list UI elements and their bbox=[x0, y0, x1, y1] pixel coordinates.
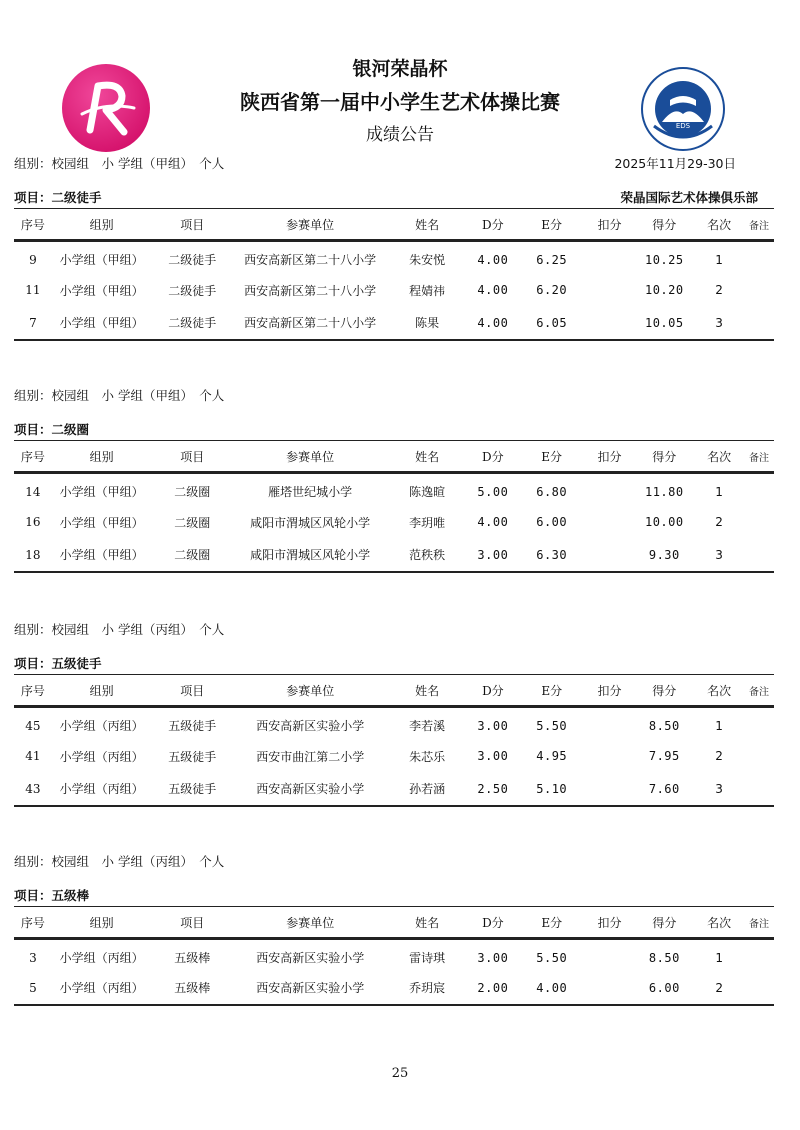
cell-event: 二级圈 bbox=[151, 539, 233, 572]
cell-unit: 西安市曲江第二小学 bbox=[256, 749, 365, 764]
column-header: 名次 bbox=[694, 675, 744, 707]
column-header: 备注 bbox=[744, 675, 774, 707]
column-header: D分 bbox=[467, 209, 519, 241]
column-header: 名次 bbox=[694, 907, 744, 939]
cell-d: 3.00 bbox=[467, 539, 519, 572]
cell-e: 4.00 bbox=[519, 972, 585, 1005]
column-header: 组别 bbox=[52, 907, 152, 939]
column-header: 项目 bbox=[151, 675, 233, 707]
cell-ded bbox=[585, 307, 635, 340]
cell-rank: 1 bbox=[715, 484, 723, 499]
cell-note bbox=[744, 506, 774, 539]
cell-score: 10.20 bbox=[644, 283, 684, 297]
cell-event: 五级徒手 bbox=[168, 749, 217, 764]
cell-group: 小学组（甲组） bbox=[52, 307, 152, 340]
column-header: 组别 bbox=[52, 675, 152, 707]
cell-score: 9.30 bbox=[634, 539, 694, 572]
table-row bbox=[14, 274, 774, 307]
cell-ded bbox=[585, 707, 635, 740]
cell-name: 陈果 bbox=[387, 307, 467, 340]
column-header: E分 bbox=[519, 907, 585, 939]
cell-e: 5.10 bbox=[519, 773, 585, 806]
cell-score: 11.80 bbox=[644, 484, 684, 499]
column-header: 项目 bbox=[151, 907, 233, 939]
cell-ded bbox=[585, 506, 635, 539]
event-cup-title: 银河荣晶杯 bbox=[352, 58, 448, 80]
item-label: 项目：五级棒 bbox=[14, 888, 90, 903]
cell-event: 五级徒手 bbox=[168, 719, 217, 734]
cell-unit: 西安高新区实验小学 bbox=[256, 719, 365, 734]
group-line bbox=[14, 154, 774, 174]
column-header: D分 bbox=[467, 675, 519, 707]
cell-name: 乔玥宸 bbox=[387, 972, 467, 1005]
cell-d: 4.00 bbox=[477, 283, 509, 297]
column-header: 扣分 bbox=[585, 907, 635, 939]
column-header: 姓名 bbox=[387, 209, 467, 241]
column-header: 名次 bbox=[694, 209, 744, 241]
cell-no: 14 bbox=[25, 484, 41, 499]
cell-no: 18 bbox=[14, 539, 52, 572]
column-header: 项目 bbox=[151, 441, 233, 473]
column-header: D分 bbox=[467, 907, 519, 939]
cell-event: 二级圈 bbox=[174, 515, 211, 530]
cell-unit: 咸阳市渭城区风轮小学 bbox=[233, 539, 387, 572]
cell-name: 孙若涵 bbox=[387, 773, 467, 806]
column-header: 扣分 bbox=[585, 675, 635, 707]
group-label: 组别：校园组 小 学组（甲组） 个人 bbox=[14, 388, 225, 403]
column-header: 扣分 bbox=[585, 441, 635, 473]
cell-unit: 西安高新区实验小学 bbox=[233, 773, 387, 806]
column-header: E分 bbox=[519, 675, 585, 707]
cell-rank: 1 bbox=[715, 950, 723, 965]
cell-ded bbox=[585, 972, 635, 1005]
cell-name: 雷诗琪 bbox=[409, 951, 446, 966]
cell-score: 8.50 bbox=[648, 950, 680, 965]
column-header: 组别 bbox=[52, 441, 152, 473]
cell-event: 五级棒 bbox=[174, 951, 211, 966]
cell-group: 小学组（甲组） bbox=[59, 485, 144, 500]
column-header: 参赛单位 bbox=[233, 441, 387, 473]
column-header: 扣分 bbox=[585, 209, 635, 241]
cell-unit: 西安高新区实验小学 bbox=[256, 951, 365, 966]
cell-group: 小学组（丙组） bbox=[52, 773, 152, 806]
cell-rank: 2 bbox=[694, 972, 744, 1005]
cell-score: 7.95 bbox=[648, 749, 680, 763]
cell-score: 7.60 bbox=[634, 773, 694, 806]
group-label: 组别：校园组 小 学组（丙组） 个人 bbox=[14, 622, 225, 637]
cell-no: 7 bbox=[14, 307, 52, 340]
cell-note bbox=[744, 972, 774, 1005]
column-header: 项目 bbox=[151, 209, 233, 241]
cell-unit: 西安高新区第二十八小学 bbox=[244, 283, 377, 298]
item-label: 项目：二级徒手 bbox=[14, 190, 102, 205]
column-header: 备注 bbox=[744, 441, 774, 473]
page-number: 25 bbox=[391, 1066, 409, 1081]
cell-note bbox=[744, 539, 774, 572]
cell-e: 6.20 bbox=[536, 283, 568, 297]
cell-rank: 1 bbox=[715, 718, 723, 733]
column-header: 参赛单位 bbox=[233, 209, 387, 241]
cell-d: 4.00 bbox=[477, 515, 509, 529]
cell-no: 11 bbox=[25, 283, 41, 297]
cell-score: 6.00 bbox=[634, 972, 694, 1005]
column-header: 名次 bbox=[694, 441, 744, 473]
cell-ded bbox=[585, 740, 635, 773]
cell-d: 3.00 bbox=[477, 950, 509, 965]
table-row bbox=[14, 539, 774, 572]
cell-name: 陈逸暄 bbox=[409, 485, 446, 500]
cell-event: 二级徒手 bbox=[151, 307, 233, 340]
cell-no: 5 bbox=[14, 972, 52, 1005]
cell-name: 朱芯乐 bbox=[409, 749, 446, 764]
column-header: E分 bbox=[519, 209, 585, 241]
cell-note bbox=[744, 307, 774, 340]
cell-note bbox=[744, 740, 774, 773]
table-row bbox=[14, 740, 774, 773]
results-table bbox=[14, 208, 774, 341]
cell-rank: 1 bbox=[715, 252, 723, 267]
cell-ded bbox=[585, 773, 635, 806]
cell-name: 朱安悦 bbox=[409, 253, 446, 268]
table-row bbox=[14, 241, 774, 274]
column-header: 姓名 bbox=[387, 675, 467, 707]
table-header-row bbox=[14, 675, 774, 707]
cell-d: 5.00 bbox=[477, 484, 509, 499]
cell-group: 小学组（甲组） bbox=[52, 539, 152, 572]
results-announcement-title: 成绩公告 bbox=[366, 125, 434, 145]
cell-name: 范秩秩 bbox=[387, 539, 467, 572]
results-table bbox=[14, 440, 774, 573]
cell-group: 小学组（丙组） bbox=[59, 749, 144, 764]
item-line bbox=[14, 654, 774, 674]
cell-d: 4.00 bbox=[467, 307, 519, 340]
cell-rank: 3 bbox=[694, 773, 744, 806]
cell-e: 6.00 bbox=[536, 515, 568, 529]
cell-name: 李玥唯 bbox=[409, 515, 446, 530]
table-header-row bbox=[14, 209, 774, 241]
column-header: 备注 bbox=[744, 209, 774, 241]
cell-no: 41 bbox=[25, 749, 41, 763]
table-row bbox=[14, 773, 774, 806]
organizer-label: 荣晶国际艺术体操俱乐部 bbox=[620, 190, 758, 205]
cell-ded bbox=[585, 539, 635, 572]
cell-e: 4.95 bbox=[536, 749, 568, 763]
competition-title: 陕西省第一届中小学生艺术体操比赛 bbox=[240, 90, 560, 114]
column-header: D分 bbox=[467, 441, 519, 473]
cell-score: 10.05 bbox=[634, 307, 694, 340]
table-row bbox=[14, 939, 774, 972]
results-table bbox=[14, 674, 774, 807]
item-line bbox=[14, 420, 774, 440]
item-line bbox=[14, 188, 774, 208]
cell-rank: 3 bbox=[694, 539, 744, 572]
column-header: 序号 bbox=[14, 907, 52, 939]
cell-note bbox=[744, 274, 774, 307]
cell-no: 45 bbox=[25, 718, 41, 733]
column-header: 得分 bbox=[634, 675, 694, 707]
cell-ded bbox=[585, 939, 635, 972]
cell-ded bbox=[585, 241, 635, 274]
cell-note bbox=[744, 241, 774, 274]
table-row bbox=[14, 506, 774, 539]
cell-event: 五级棒 bbox=[151, 972, 233, 1005]
cell-e: 6.80 bbox=[536, 484, 568, 499]
column-header: 序号 bbox=[14, 675, 52, 707]
table-row bbox=[14, 307, 774, 340]
cell-e: 6.05 bbox=[519, 307, 585, 340]
cell-rank: 3 bbox=[694, 307, 744, 340]
page-header bbox=[0, 0, 800, 150]
column-header: 姓名 bbox=[387, 907, 467, 939]
cell-d: 3.00 bbox=[477, 749, 509, 763]
cell-d: 2.50 bbox=[467, 773, 519, 806]
cell-name: 李若溪 bbox=[409, 719, 446, 734]
cell-unit: 西安高新区第二十八小学 bbox=[233, 307, 387, 340]
cell-group: 小学组（甲组） bbox=[59, 253, 144, 268]
cell-ded bbox=[585, 473, 635, 506]
item-line bbox=[14, 886, 774, 906]
cell-note bbox=[744, 473, 774, 506]
cell-e: 5.50 bbox=[536, 718, 568, 733]
column-header: 得分 bbox=[634, 209, 694, 241]
item-label: 项目：五级徒手 bbox=[14, 656, 102, 671]
svg-text:EDS: EDS bbox=[675, 122, 691, 130]
cell-name: 程婧祎 bbox=[409, 283, 446, 298]
column-header: 得分 bbox=[634, 441, 694, 473]
cell-event: 五级徒手 bbox=[151, 773, 233, 806]
table-header-row bbox=[14, 907, 774, 939]
column-header: 得分 bbox=[634, 907, 694, 939]
table-header-row bbox=[14, 441, 774, 473]
cell-e: 5.50 bbox=[536, 950, 568, 965]
cell-score: 8.50 bbox=[648, 718, 680, 733]
table-row bbox=[14, 707, 774, 740]
group-line bbox=[14, 620, 774, 640]
cell-note bbox=[744, 707, 774, 740]
item-label: 项目：二级圈 bbox=[14, 422, 90, 437]
cell-e: 6.30 bbox=[519, 539, 585, 572]
cell-event: 二级圈 bbox=[174, 485, 211, 500]
cell-no: 43 bbox=[14, 773, 52, 806]
table-row bbox=[14, 473, 774, 506]
column-header: 组别 bbox=[52, 209, 152, 241]
cell-score: 10.00 bbox=[644, 515, 684, 529]
cell-event: 二级徒手 bbox=[168, 253, 217, 268]
results-table bbox=[14, 906, 774, 1006]
cell-rank: 2 bbox=[715, 749, 723, 763]
column-header: 参赛单位 bbox=[233, 675, 387, 707]
column-header: 姓名 bbox=[387, 441, 467, 473]
cell-rank: 2 bbox=[715, 283, 723, 297]
group-line bbox=[14, 386, 774, 406]
cell-event: 二级徒手 bbox=[168, 283, 217, 298]
cell-note bbox=[744, 773, 774, 806]
cell-score: 10.25 bbox=[644, 252, 684, 267]
group-label: 组别：校园组 小 学组（丙组） 个人 bbox=[14, 854, 225, 869]
cell-unit: 西安高新区实验小学 bbox=[233, 972, 387, 1005]
cell-note bbox=[744, 939, 774, 972]
cell-no: 16 bbox=[25, 515, 41, 529]
group-line bbox=[14, 852, 774, 872]
cell-unit: 咸阳市渭城区风轮小学 bbox=[250, 515, 371, 530]
cell-no: 3 bbox=[29, 950, 37, 965]
cell-group: 小学组（丙组） bbox=[59, 719, 144, 734]
column-header: 序号 bbox=[14, 441, 52, 473]
cell-group: 小学组（甲组） bbox=[59, 515, 144, 530]
column-header: 参赛单位 bbox=[233, 907, 387, 939]
cell-rank: 2 bbox=[715, 515, 723, 529]
cell-ded bbox=[585, 274, 635, 307]
cell-group: 小学组（甲组） bbox=[59, 283, 144, 298]
cell-unit: 雁塔世纪城小学 bbox=[268, 485, 353, 500]
group-label: 组别：校园组 小 学组（甲组） 个人 bbox=[14, 156, 225, 171]
column-header: E分 bbox=[519, 441, 585, 473]
column-header: 序号 bbox=[14, 209, 52, 241]
cell-d: 4.00 bbox=[477, 252, 509, 267]
cell-no: 9 bbox=[29, 252, 37, 267]
cell-group: 小学组（丙组） bbox=[52, 972, 152, 1005]
cell-group: 小学组（丙组） bbox=[59, 951, 144, 966]
competition-date: 2025年11月29-30日 bbox=[614, 156, 736, 171]
cell-d: 2.00 bbox=[467, 972, 519, 1005]
table-row bbox=[14, 972, 774, 1005]
cell-unit: 西安高新区第二十八小学 bbox=[244, 253, 377, 268]
column-header: 备注 bbox=[744, 907, 774, 939]
cell-d: 3.00 bbox=[477, 718, 509, 733]
cell-e: 6.25 bbox=[536, 252, 568, 267]
